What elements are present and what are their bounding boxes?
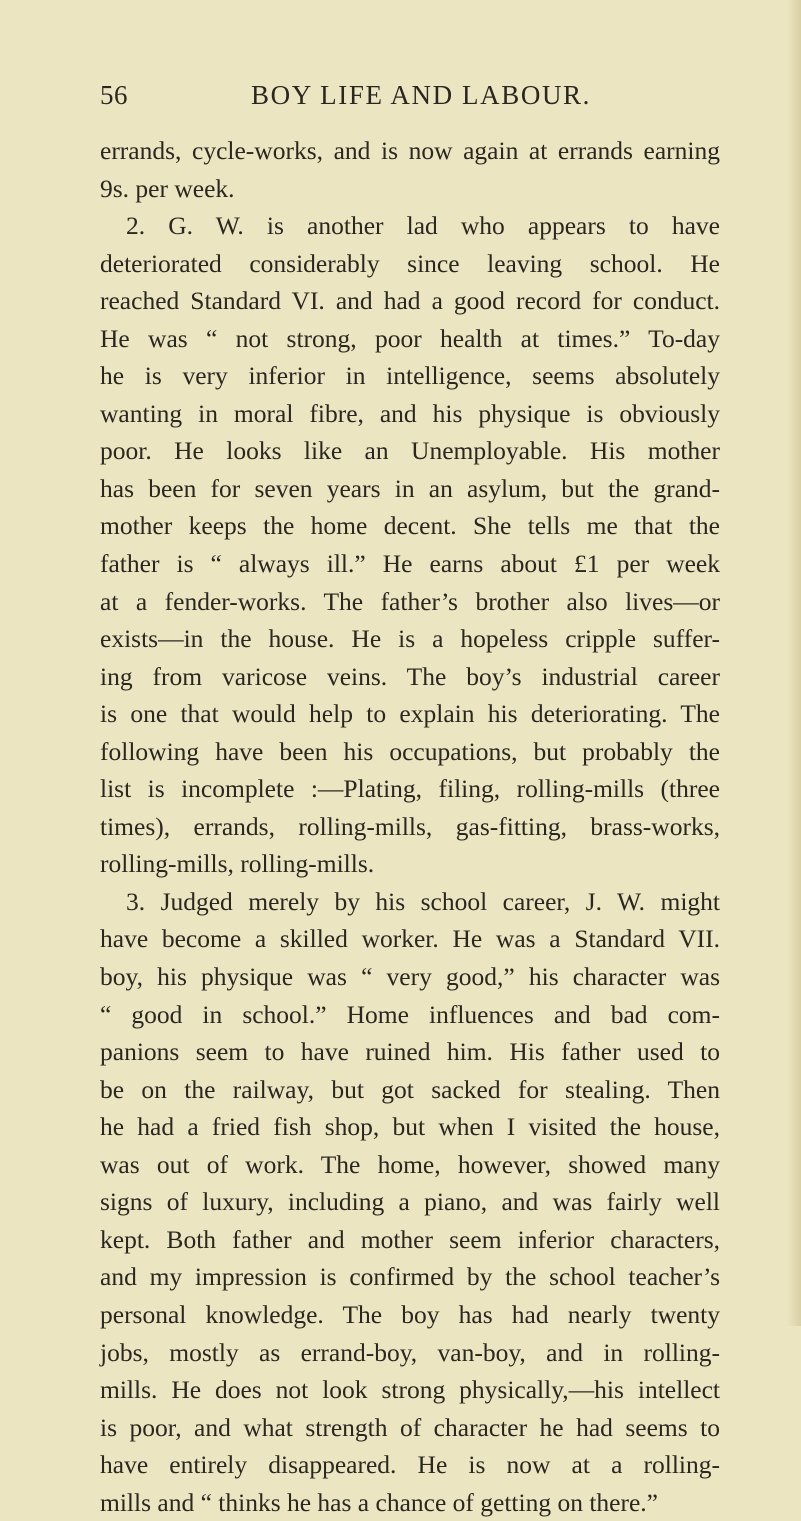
page-edge-shadow [787,0,801,1326]
text-line: and my impression is confirmed by the school teacher’s [100,1262,720,1292]
text-line: 2. G. W. is another lad who appears to have [126,211,720,241]
text-line: deteriorated considerably since leaving school. He [100,248,720,278]
text-line: rolling-mills, rolling-mills. [100,849,375,879]
text-line: boy, his physique was “ very good,” his character was [100,962,720,992]
text-line: “ good in school.” Home influences and bad com- [100,999,720,1029]
text-line: has been for seven years in an asylum, but the grand- [100,473,720,503]
text-line: signs of luxury, including a piano, and was fairly well [100,1187,720,1217]
text-line: he had a fried fish shop, but when I visited the house, [100,1112,720,1142]
text-line: 3. Judged merely by his school career, J. W. might [126,886,720,916]
text-line: reached Standard VI. and had a good record for conduct. [100,286,720,316]
text-line: errands, cycle-works, and is now again at errands earning [100,136,720,165]
body-text [100,132,720,1521]
text-line: following have been his occupations, but probably the [100,736,720,766]
text-line: He was “ not strong, poor health at times.” To-day [100,323,720,353]
text-line: ing from varicose veins. The boy’s industrial career [100,661,720,691]
text-line: mother keeps the home decent. She tells me that the [100,511,720,541]
text-line: wanting in moral fibre, and his physique is obviously [100,398,720,428]
text-line: is poor, and what strength of character he had seems to [100,1412,720,1442]
text-line: times), errands, rolling-mills, gas-fitting, brass-works, [100,811,720,841]
running-title: BOY LIFE AND LABOUR. [251,80,592,110]
text-line: have entirely disappeared. He is now at a rolling- [100,1450,720,1480]
text-line: kept. Both father and mother seem inferior characters, [100,1224,720,1254]
page-number: 56 [100,80,128,110]
text-line: personal knowledge. The boy has had nearly twenty [100,1299,720,1329]
text-line: was out of work. The home, however, showed many [100,1149,720,1179]
text-line: he is very inferior in intelligence, seems absolutely [100,361,720,391]
text-line: be on the railway, but got sacked for stealing. Then [100,1074,720,1104]
page-header [100,80,720,120]
text-line: panions seem to have ruined him. His father used to [100,1037,720,1067]
text-line: exists—in the house. He is a hopeless cripple suffer- [100,624,720,654]
text-line: mills and “ thinks he has a chance of getting on there.” [100,1487,658,1517]
text-line: have become a skilled worker. He was a Standard VII. [100,924,720,954]
text-line: jobs, mostly as errand-boy, van-boy, and in rolling- [100,1337,720,1367]
text-line: father is “ always ill.” He earns about £1 per week [100,549,720,579]
text-line: list is incomplete :—Plating, filing, rolling-mills (three [100,774,720,804]
text-line: is one that would help to explain his deteriorating. The [100,699,720,729]
text-line: mills. He does not look strong physically,—his intellect [100,1375,720,1405]
text-line: 9s. per week. [100,173,235,203]
text-line: at a fender-works. The father’s brother also lives—or [100,586,720,616]
text-line: poor. He looks like an Unemployable. His mother [100,436,720,466]
